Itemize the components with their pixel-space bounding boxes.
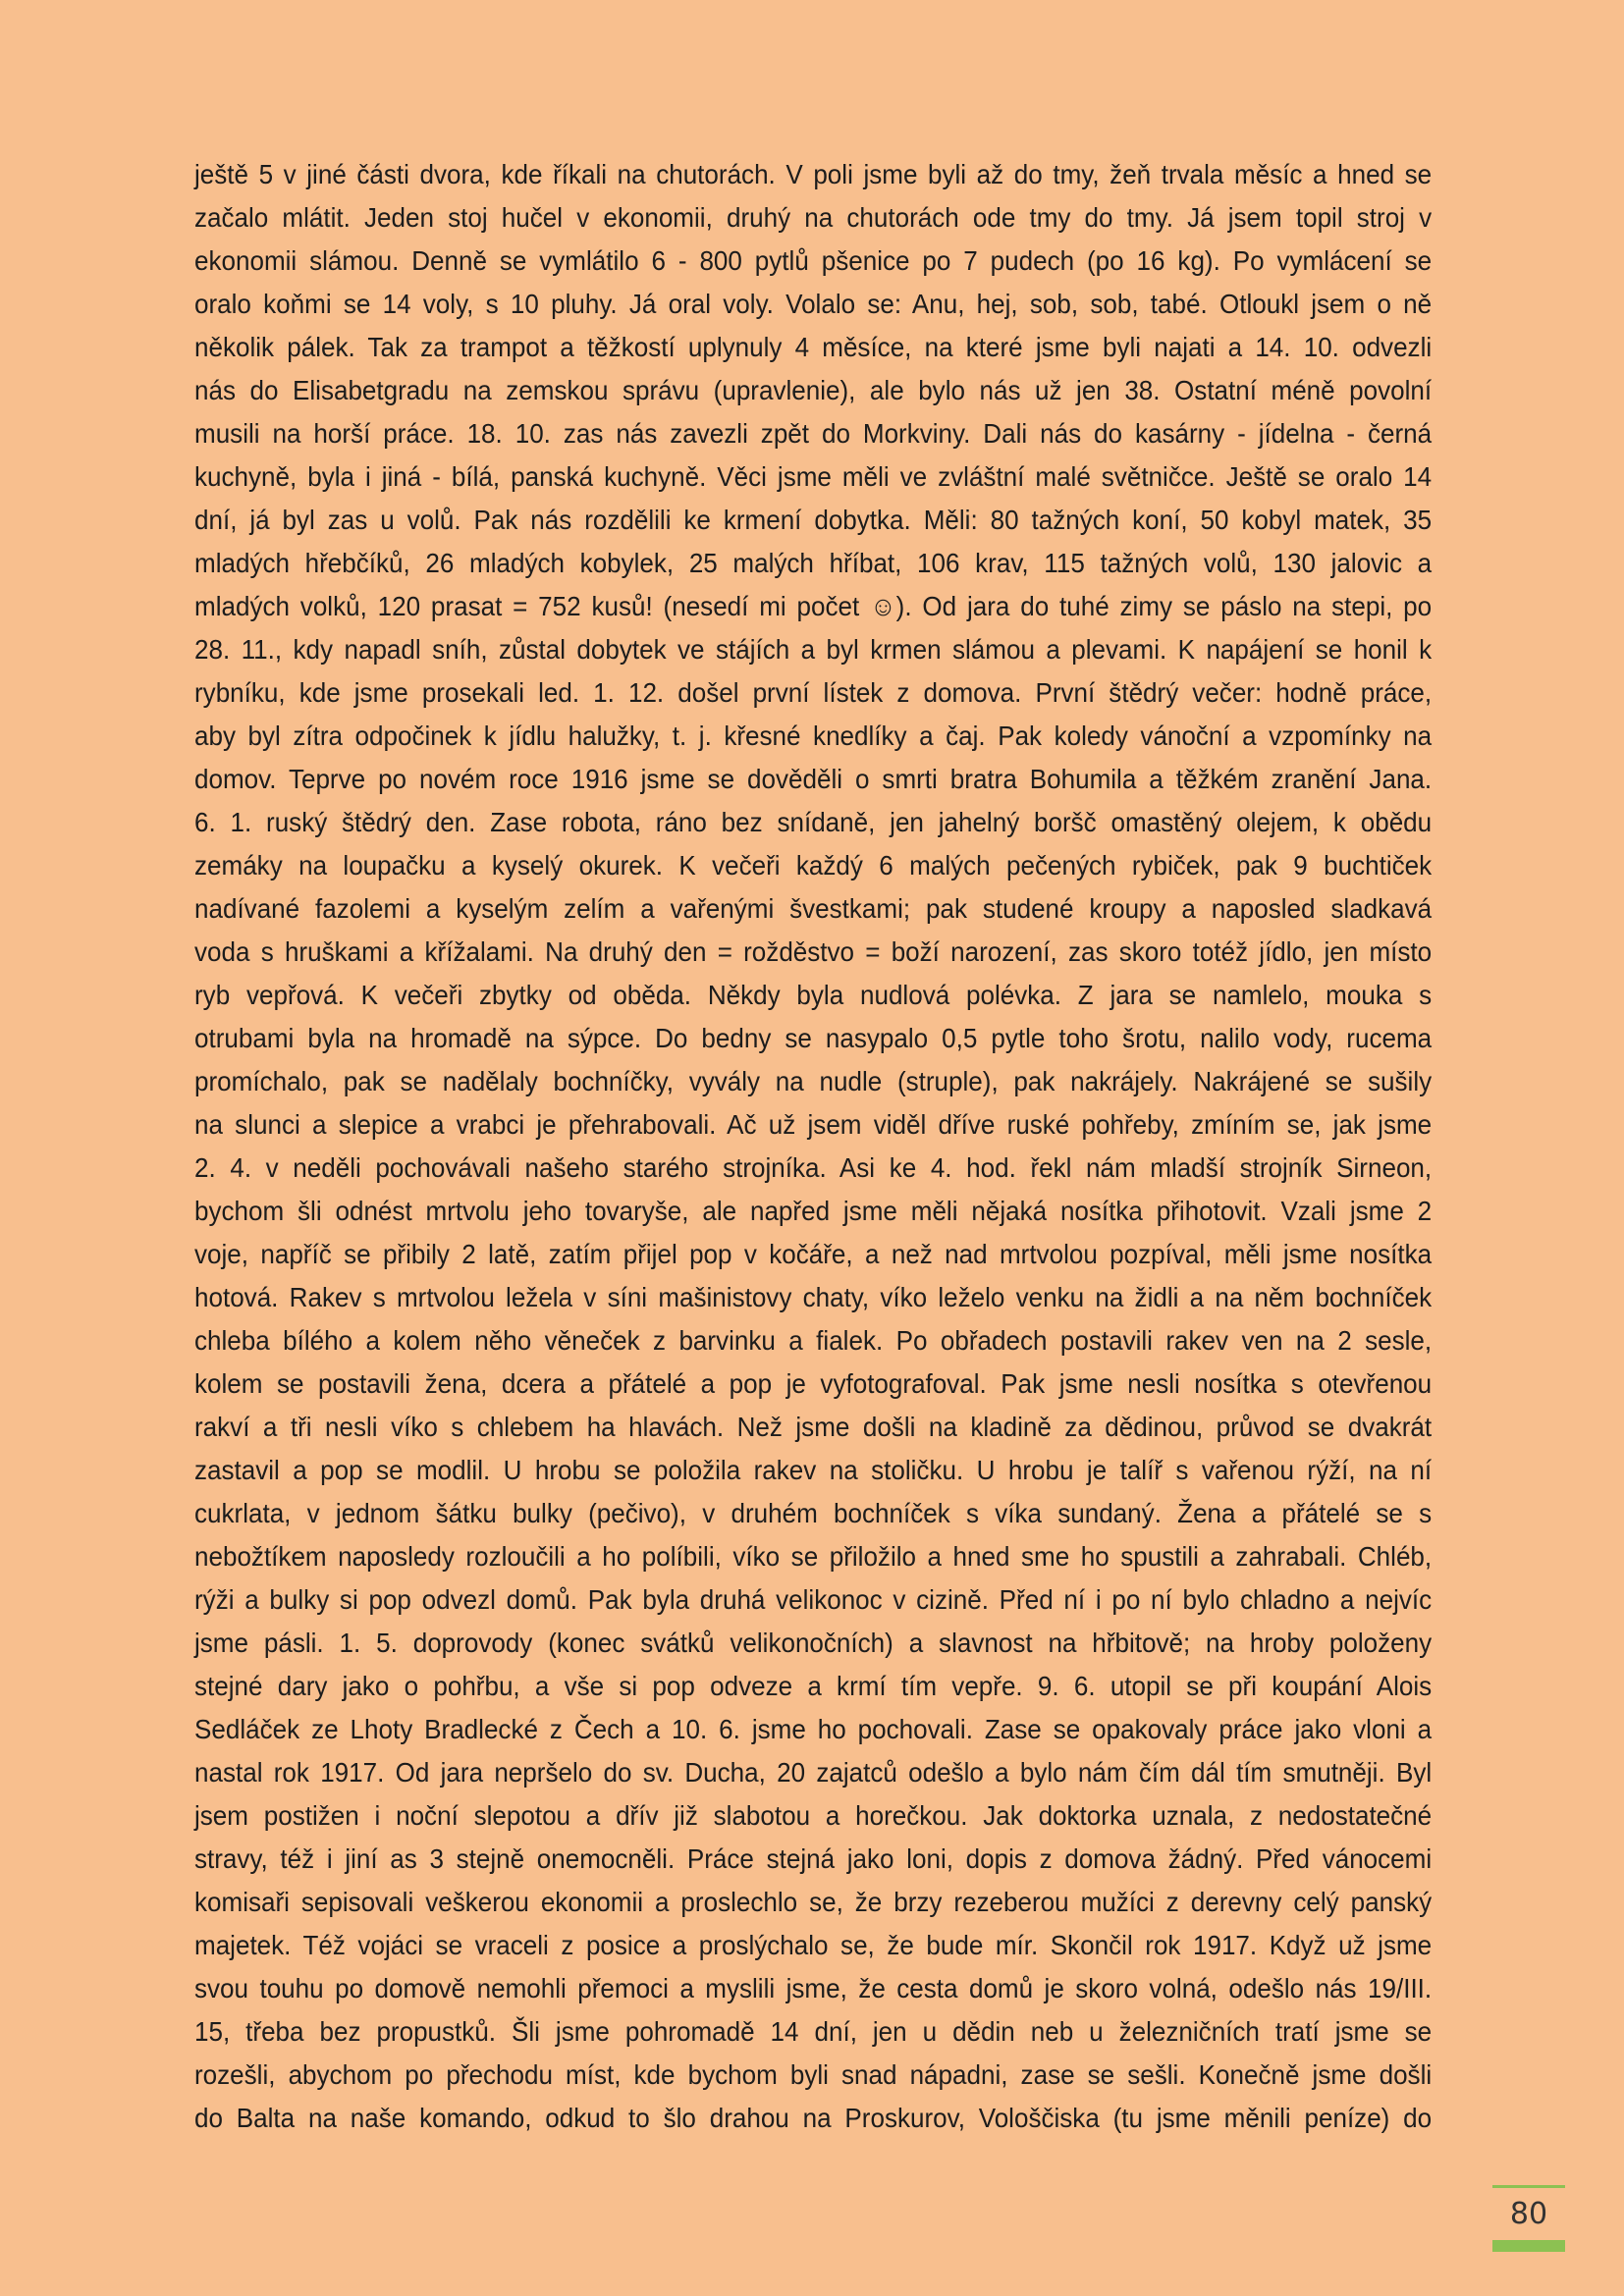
- text-line: promíchalo, pak se nadělaly bochníčky, vyvály na nudle (struple), pak nakrájely. Nakrájené se sušily: [194, 1066, 1433, 1096]
- text-line: aby byl zítra odpočinek k jídlu halužky, t. j. křesné knedlíky a čaj. Pak koledy vánoční a vzpomínky na: [194, 721, 1433, 751]
- text-line: dní, já byl zas u volů. Pak nás rozdělili ke krmení dobytka. Měli: 80 tažných koní, 50 kobyl matek, 35: [194, 505, 1433, 535]
- text-line: Sedláček ze Lhoty Bradlecké z Čech a 10. 6. jsme ho pochovali. Zase se opakovaly práce jako vloni a: [194, 1714, 1433, 1744]
- text-line: jsem postižen i noční slepotou a dřív již slabotou a horečkou. Jak doktorka uznala, z nedostatečné: [194, 1800, 1433, 1831]
- text-line: do Balta na naše komando, odkud to šlo drahou na Proskurov, Vološčiska (tu jsme měnili peníze) do: [194, 2103, 1433, 2133]
- body-text: [194, 153, 1432, 2140]
- text-line: nadívané fazolemi a kyselým zelím a vařenými švestkami; pak studené kroupy a naposled sladkavá: [194, 893, 1433, 924]
- text-line: voda s hruškami a křížalami. Na druhý den = rožděstvo = boží narození, zas skoro totéž jídlo, jen místo: [194, 936, 1433, 967]
- text-line: začalo mlátit. Jeden stoj hučel v ekonomii, druhý na chutorách ode tmy do tmy. Já jsem topil stroj v: [194, 202, 1433, 233]
- text-line: ještě 5 v jiné části dvora, kde říkali na chutorách. V poli jsme byli až do tmy, žeň trvala měsíc a hned se: [194, 159, 1433, 189]
- text-line: nastal rok 1917. Od jara nepršelo do sv. Ducha, 20 zajatců odešlo a bylo nám čím dál tím smutněji. Byl: [194, 1757, 1433, 1788]
- text-line: svou touhu po domově nemohli přemoci a myslili jsme, že cesta domů je skoro volná, odešlo nás 19/III.: [194, 1973, 1433, 2003]
- text-line: ekonomii slámou. Denně se vymlátilo 6 - 800 pytlů pšenice po 7 pudech (po 16 kg). Po vymlácení se: [194, 245, 1433, 276]
- text-line: stejné dary jako o pohřbu, a vše si pop odveze a krmí tím vepře. 9. 6. utopil se při koupání Alois: [194, 1671, 1433, 1701]
- text-line: voje, napříč se přibily 2 latě, zatím přijel pop v kočáře, a než nad mrtvolou pozpíval, měli jsme nosítka: [194, 1239, 1433, 1269]
- text-line: jsme pásli. 1. 5. doprovody (konec svátků velikonočních) a slavnost na hřbitově; na hroby položeny: [194, 1628, 1433, 1658]
- text-line: majetek. Též vojáci se vraceli z posice a proslýchalo se, že bude mír. Skončil rok 1917. Když už jsme: [194, 1930, 1433, 1960]
- text-line: nás do Elisabetgradu na zemskou správu (upravlenie), ale bylo nás už jen 38. Ostatní méně povolní: [194, 375, 1433, 405]
- text-line: nebožtíkem naposledy rozloučili a ho políbili, víko se přiložilo a hned sme ho spustili a zahrabali. Chléb,: [194, 1541, 1433, 1572]
- text-line: zastavil a pop se modlil. U hrobu se položila rakev na stoličku. U hrobu je talíř s vařenou rýží, na ní: [194, 1455, 1433, 1485]
- text-line: na slunci a slepice a vrabci je přehrabovali. Ač už jsem viděl dříve ruské pohřeby, zmíním se, jak jsme: [194, 1109, 1433, 1140]
- text-line: mladých hřebčíků, 26 mladých kobylek, 25 malých hříbat, 106 krav, 115 tažných volů, 130 jalovic a: [194, 548, 1433, 578]
- page-number: 80: [1509, 2197, 1548, 2231]
- text-line: 2. 4. v neděli pochovávali našeho starého strojníka. Asi ke 4. hod. řekl nám mladší strojník Sirneon,: [194, 1152, 1433, 1183]
- text-line: rakví a tři nesli víko s chlebem ha hlavách. Než jsme došli na kladině za dědinou, průvod se dvakrát: [194, 1412, 1433, 1442]
- text-line: musili na horší práce. 18. 10. zas nás zavezli zpět do Morkviny. Dali nás do kasárny - jídelna - černá: [194, 418, 1433, 449]
- text-line: stravy, též i jiní as 3 stejně onemocněli. Práce stejná jako loni, dopis z domova žádný. Před vánocemi: [194, 1843, 1433, 1874]
- text-line: rýži a bulky si pop odvezl domů. Pak byla druhá velikonoc v cizině. Před ní i po ní bylo chladno a nejvíc: [194, 1584, 1433, 1615]
- text-line: 15, třeba bez propustků. Šli jsme pohromadě 14 dní, jen u dědin neb u železničních tratí jsme se: [194, 2016, 1433, 2047]
- text-line: kuchyně, byla i jiná - bílá, panská kuchyně. Věci jsme měli ve zvláštní malé světničce. Ještě se oralo 14: [194, 461, 1433, 492]
- page-number-bottom-bar: [1492, 2240, 1565, 2252]
- text-line: cukrlata, v jednom šátku bulky (pečivo), v druhém bochníček s víka sundaný. Žena a přátelé se s: [194, 1498, 1433, 1528]
- text-line: mladých volků, 120 prasat = 752 kusů! (nesedí mi počet ☺). Od jara do tuhé zimy se páslo na stepi, po: [194, 591, 1433, 621]
- text-line: ryb vepřová. K večeři zbytky od oběda. Někdy byla nudlová polévka. Z jara se namlelo, mouka s: [194, 980, 1433, 1010]
- text-line: několik pálek. Tak za trampot a těžkostí uplynuly 4 měsíce, na které jsme byli najati a 14. 10. odvezli: [194, 332, 1433, 362]
- text-line: otrubami byla na hromadě na sýpce. Do bedny se nasypalo 0,5 pytle toho šrotu, nalilo vody, rucema: [194, 1023, 1433, 1053]
- page-number-box: [1492, 2185, 1565, 2252]
- text-line: 6. 1. ruský štědrý den. Zase robota, ráno bez snídaně, jen jahelný boršč omastěný olejem, k obědu: [194, 807, 1433, 837]
- text-line: bychom šli odnést mrtvolu jeho tovaryše, ale napřed jsme měli nějaká nosítka přihotovit. Vzali jsme 2: [194, 1196, 1433, 1226]
- text-line: chleba bílého a kolem něho věneček z barvinku a fialek. Po obřadech postavili rakev ven na 2 sesle,: [194, 1325, 1433, 1356]
- text-line: zemáky na loupačku a kyselý okurek. K večeři každý 6 malých pečených rybiček, pak 9 buchtiček: [194, 850, 1433, 881]
- text-line: 28. 11., kdy napadl sníh, zůstal dobytek ve stájích a byl krmen slámou a plevami. K napájení se honil k: [194, 634, 1433, 665]
- text-line: rozešli, abychom po přechodu míst, kde bychom byli snad nápadni, zase se sešli. Konečně jsme došli: [194, 2059, 1433, 2090]
- text-line: hotová. Rakev s mrtvolou ležela v síni mašinistovy chaty, víko leželo venku na židli a na něm bochníček: [194, 1282, 1433, 1312]
- text-line: kolem se postavili žena, dcera a přátelé a pop je vyfotografoval. Pak jsme nesli nosítka s otevřenou: [194, 1368, 1433, 1399]
- text-line: rybníku, kde jsme prosekali led. 1. 12. došel první lístek z domova. První štědrý večer: hodně práce,: [194, 677, 1433, 708]
- text-line: komisaři sepisovali veškerou ekonomii a proslechlo se, že brzy rezeberou mužíci z derevny celý panský: [194, 1887, 1433, 1917]
- text-line: domov. Teprve po novém roce 1916 jsme se dověděli o smrti bratra Bohumila a těžkém zranění Jana.: [194, 764, 1433, 794]
- text-line: oralo koňmi se 14 voly, s 10 pluhy. Já oral voly. Volalo se: Anu, hej, sob, sob, tabé. Otloukl jsem o ně: [194, 289, 1433, 319]
- page-number-top-rule: [1492, 2185, 1565, 2188]
